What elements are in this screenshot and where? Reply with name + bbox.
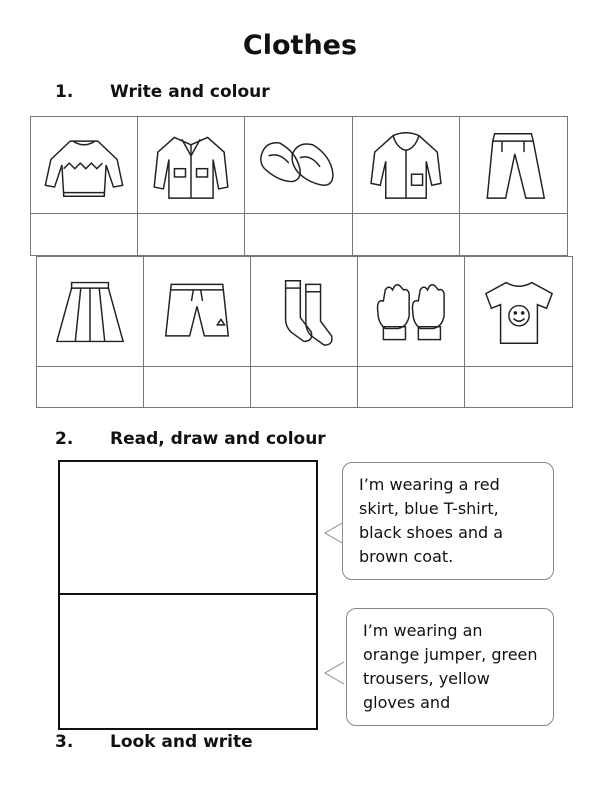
- answer-box[interactable]: [245, 214, 352, 255]
- answer-box[interactable]: [251, 367, 358, 407]
- speech-bubble-2: [346, 608, 554, 726]
- drawing-box-2[interactable]: [60, 595, 316, 728]
- jacket-icon: [138, 117, 245, 214]
- answer-box[interactable]: [31, 214, 138, 255]
- clothes-grid-row-2: [36, 256, 573, 408]
- speech-bubble-1: [342, 462, 554, 580]
- shoes-icon: [245, 117, 352, 214]
- jumper-icon: [31, 117, 138, 214]
- answer-box[interactable]: [358, 367, 465, 407]
- bubble-text: I’m wearing an orange jumper, green trousers, yellow gloves and: [363, 621, 538, 712]
- section-label: Write and colour: [110, 82, 270, 102]
- section-number: 3.: [55, 732, 74, 752]
- bubble-tail: [323, 660, 345, 686]
- section-1-heading: [55, 82, 270, 102]
- drawing-box-1[interactable]: [60, 462, 316, 595]
- answer-box[interactable]: [353, 214, 460, 255]
- coat-icon: [353, 117, 460, 214]
- bubble-text: I’m wearing a red skirt, blue T-shirt, black shoes and a brown coat.: [359, 475, 504, 566]
- answer-box[interactable]: [144, 367, 251, 407]
- answer-box[interactable]: [460, 214, 567, 255]
- section-number: 1.: [55, 82, 74, 102]
- answer-box[interactable]: [37, 367, 144, 407]
- gloves-icon: [358, 257, 465, 367]
- section-2-heading: [55, 429, 326, 449]
- page-title: Clothes: [242, 30, 358, 61]
- t-shirt-icon: [465, 257, 572, 367]
- clothes-grid-row-1: [30, 116, 568, 256]
- socks-icon: [251, 257, 358, 367]
- answer-box[interactable]: [138, 214, 245, 255]
- skirt-icon: [37, 257, 144, 367]
- section-label: Look and write: [110, 732, 253, 752]
- drawing-area[interactable]: [58, 460, 318, 730]
- trousers-icon: [460, 117, 567, 214]
- shorts-icon: [144, 257, 251, 367]
- section-3-heading: [55, 732, 253, 752]
- answer-box[interactable]: [465, 367, 572, 407]
- section-number: 2.: [55, 429, 74, 449]
- section-label: Read, draw and colour: [110, 429, 326, 449]
